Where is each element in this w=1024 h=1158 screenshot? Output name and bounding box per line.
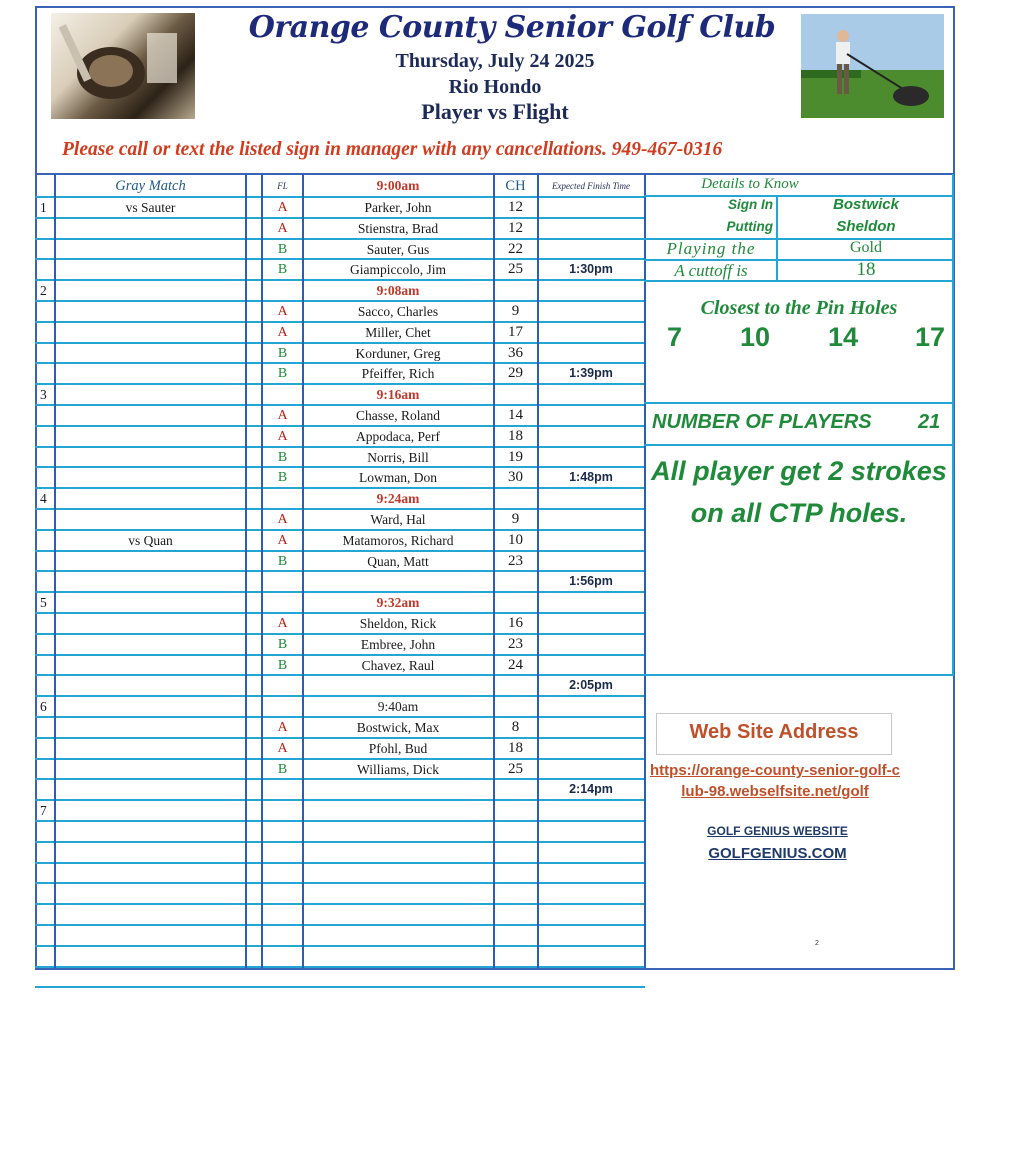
flight-cell <box>263 488 302 509</box>
player-name <box>303 946 493 967</box>
group-number <box>37 197 55 218</box>
expected-finish-time <box>538 842 644 863</box>
player-name: Chavez, Raul <box>361 658 435 673</box>
expected-finish-time <box>538 551 644 572</box>
expected-finish-time <box>538 405 644 426</box>
group-number: 2 <box>40 283 47 298</box>
web-site-address-label: Web Site Address <box>656 713 892 755</box>
player-name: Sauter, Gus <box>366 242 430 257</box>
course-handicap: 18 <box>508 428 523 444</box>
flight-cell: A <box>277 616 288 631</box>
putting-label: Putting <box>726 219 773 234</box>
golf-genius-link[interactable]: GOLFGENIUS.COM <box>708 845 847 862</box>
gray-match-opponent <box>56 426 245 447</box>
gray-match-opponent: vs Sauter <box>125 200 176 215</box>
group-number: 7 <box>40 803 47 818</box>
header-course-handicap: CH <box>505 178 526 194</box>
flight-cell: A <box>277 408 288 423</box>
gray-match-opponent <box>56 551 245 572</box>
flight-cell: A <box>277 221 288 236</box>
event-format: Player vs Flight <box>421 99 569 124</box>
player-name <box>303 779 493 800</box>
flight-cell: B <box>277 450 288 465</box>
gray-match-opponent: vs Quan <box>128 533 173 548</box>
ctp-hole: 10 <box>740 322 771 352</box>
event-date: Thursday, July 24 2025 <box>395 50 595 72</box>
gray-match-opponent <box>56 592 245 613</box>
ctp-title: Closest to the Pin Holes <box>700 297 898 319</box>
expected-finish-time <box>538 322 644 343</box>
expected-finish-time <box>538 696 644 717</box>
course-handicap: 19 <box>508 449 523 465</box>
gray-match-opponent <box>56 883 245 904</box>
player-name: Sheldon, Rick <box>359 616 437 631</box>
flight-cell: B <box>277 554 288 569</box>
details-title: Details to Know <box>701 176 799 192</box>
group-number <box>37 655 55 676</box>
gray-match-opponent <box>56 738 245 759</box>
details-divider <box>644 444 954 446</box>
gray-match-opponent <box>56 717 245 738</box>
expected-finish-time <box>538 239 644 260</box>
expected-finish-time <box>538 384 644 405</box>
flight-cell: A <box>277 200 288 215</box>
flight-cell: A <box>277 720 288 735</box>
sign-in-manager: Bostwick <box>833 196 899 213</box>
group-number <box>37 946 55 967</box>
course-handicap <box>494 696 537 717</box>
course-handicap: 25 <box>508 261 523 277</box>
player-name <box>303 571 493 592</box>
gray-match-opponent <box>56 239 245 260</box>
group-number <box>37 363 55 384</box>
group-number <box>37 530 55 551</box>
cancellation-notice: Please call or text the listed sign in manager with any cancellations. 949-467-0316 <box>62 139 723 160</box>
gray-match-opponent <box>56 343 245 364</box>
player-name: Bostwick, Max <box>356 720 440 735</box>
flight-cell <box>263 384 302 405</box>
group-number <box>37 717 55 738</box>
player-name: Miller, Chet <box>365 325 431 340</box>
group-number <box>37 218 55 239</box>
flight-cell: A <box>277 429 288 444</box>
flight-cell <box>263 592 302 613</box>
expected-finish-time <box>538 738 644 759</box>
gray-match-opponent <box>56 197 245 218</box>
tee-time: 9:16am <box>376 387 420 402</box>
course-handicap: 14 <box>508 407 523 423</box>
expected-finish-time <box>538 426 644 447</box>
playing-tees-label: Playing the <box>666 239 756 258</box>
course-handicap: 29 <box>508 365 523 381</box>
player-name <box>303 863 493 884</box>
details-divider <box>644 402 954 404</box>
flight-cell <box>263 696 302 717</box>
players-count-label: NUMBER OF PLAYERS <box>652 411 872 433</box>
course-handicap <box>494 925 537 946</box>
tee-time: 9:32am <box>376 595 420 610</box>
group-number <box>37 675 55 696</box>
flight-cell <box>263 675 302 696</box>
gray-match-opponent <box>56 904 245 925</box>
gray-match-opponent <box>56 696 245 717</box>
ctp-hole: 17 <box>915 322 946 352</box>
group-number <box>37 343 55 364</box>
tee-time: 9:40am <box>377 699 419 714</box>
gray-match-opponent <box>56 467 245 488</box>
flight-cell: A <box>277 325 288 340</box>
course-handicap: 8 <box>511 719 520 735</box>
flight-cell: B <box>277 242 288 257</box>
gray-match-opponent <box>56 509 245 530</box>
expected-finish-time: 1:30pm <box>569 262 613 276</box>
gray-match-opponent <box>56 384 245 405</box>
player-name: Matamoros, Richard <box>342 533 454 548</box>
expected-finish-time <box>538 613 644 634</box>
flight-cell <box>263 842 302 863</box>
sign-in-label: Sign In <box>728 197 773 212</box>
player-name: Embree, John <box>360 637 436 652</box>
player-name: Lowman, Don <box>359 470 437 485</box>
group-number <box>37 842 55 863</box>
gray-match-opponent <box>56 800 245 821</box>
group-number <box>37 259 55 280</box>
flight-cell: A <box>277 533 288 548</box>
course-handicap <box>494 488 537 509</box>
expected-finish-time: 2:14pm <box>569 782 613 796</box>
course-handicap <box>494 800 537 821</box>
course-handicap: 25 <box>508 761 523 777</box>
gray-match-opponent <box>56 759 245 780</box>
group-number <box>37 634 55 655</box>
cutoff-value: 18 <box>856 259 876 280</box>
tee-time: 9:24am <box>376 491 420 506</box>
page-number: 2 <box>815 940 819 947</box>
expected-finish-time: 1:39pm <box>569 366 613 380</box>
club-title: Orange County Senior Golf Club <box>248 10 776 45</box>
group-number <box>37 779 55 800</box>
gray-match-opponent <box>56 779 245 800</box>
player-name <box>303 842 493 863</box>
expected-finish-time <box>538 343 644 364</box>
gray-match-opponent <box>56 405 245 426</box>
expected-finish-time <box>538 488 644 509</box>
details-divider <box>644 674 954 676</box>
expected-finish-time <box>538 447 644 468</box>
expected-finish-time <box>538 280 644 301</box>
flight-cell: B <box>277 762 288 777</box>
group-number <box>37 821 55 842</box>
gray-match-opponent <box>56 363 245 384</box>
course-handicap <box>494 904 537 925</box>
gray-match-opponent <box>56 863 245 884</box>
flight-cell <box>263 280 302 301</box>
column-divider <box>644 174 646 968</box>
group-number: 4 <box>40 491 47 506</box>
gray-match-opponent <box>56 925 245 946</box>
course-handicap: 9 <box>511 303 520 319</box>
expected-finish-time: 1:56pm <box>569 574 613 588</box>
flight-cell: B <box>277 658 288 673</box>
ctp-hole: 7 <box>667 322 683 352</box>
expected-finish-time <box>538 821 644 842</box>
players-count: 21 <box>918 411 941 433</box>
ctp-strokes-note: All player get 2 strokes on all CTP holes. <box>651 456 947 528</box>
expected-finish-time <box>538 509 644 530</box>
flight-cell: B <box>277 262 288 277</box>
group-number <box>37 904 55 925</box>
header-flight: FL <box>277 181 288 191</box>
player-name <box>303 883 493 904</box>
course-handicap: 36 <box>508 345 523 361</box>
gray-match-opponent <box>56 280 245 301</box>
course-handicap <box>494 592 537 613</box>
player-name <box>303 675 493 696</box>
player-name: Chasse, Roland <box>356 408 440 423</box>
expected-finish-time <box>538 634 644 655</box>
header-gray-match: Gray Match <box>115 178 186 194</box>
course-name: Rio Hondo <box>448 76 542 98</box>
flight-cell <box>263 863 302 884</box>
group-number <box>37 571 55 592</box>
expected-finish-time <box>538 759 644 780</box>
player-name: Norris, Bill <box>367 450 429 465</box>
flight-cell <box>263 904 302 925</box>
flight-cell: A <box>277 512 288 527</box>
gray-match-opponent <box>56 634 245 655</box>
golf-genius-label: GOLF GENIUS WEBSITE <box>707 824 848 838</box>
expected-finish-time <box>538 800 644 821</box>
cutoff-label: A cuttoff is <box>674 261 748 280</box>
course-handicap: 23 <box>508 553 523 569</box>
group-number: 3 <box>40 387 47 402</box>
player-name: Appodaca, Perf <box>356 429 440 444</box>
course-handicap: 22 <box>508 241 523 257</box>
course-handicap <box>494 821 537 842</box>
flight-cell <box>263 946 302 967</box>
gray-match-opponent <box>56 488 245 509</box>
course-handicap: 17 <box>508 324 523 340</box>
player-name <box>303 925 493 946</box>
expected-finish-time <box>538 301 644 322</box>
course-handicap <box>494 842 537 863</box>
player-name <box>303 904 493 925</box>
player-name: Quan, Matt <box>367 554 429 569</box>
group-number <box>37 467 55 488</box>
flight-cell <box>263 571 302 592</box>
player-name: Pfohl, Bud <box>368 741 428 756</box>
group-number <box>37 322 55 343</box>
group-number <box>37 239 55 260</box>
player-name: Williams, Dick <box>357 762 439 777</box>
group-number: 6 <box>40 699 47 714</box>
ctp-hole: 14 <box>828 322 859 352</box>
row-divider <box>35 986 645 988</box>
flight-cell <box>263 800 302 821</box>
course-handicap <box>494 280 537 301</box>
flight-cell <box>263 779 302 800</box>
group-number: 1 <box>40 200 47 215</box>
group-number <box>37 551 55 572</box>
expected-finish-time <box>538 946 644 967</box>
flight-cell: B <box>277 366 288 381</box>
gray-match-opponent <box>56 259 245 280</box>
player-name <box>303 800 493 821</box>
putting-manager: Sheldon <box>836 218 896 235</box>
table-top-rule <box>35 173 955 175</box>
group-number: 5 <box>40 595 47 610</box>
course-handicap: 9 <box>511 511 520 527</box>
player-name: Sacco, Charles <box>357 304 439 319</box>
expected-finish-time <box>538 925 644 946</box>
header-expected-finish: Expected Finish Time <box>552 181 630 191</box>
course-handicap <box>494 883 537 904</box>
course-handicap: 24 <box>508 657 523 673</box>
player-name: Korduner, Greg <box>355 346 441 361</box>
expected-finish-time <box>538 197 644 218</box>
course-handicap: 10 <box>508 532 523 548</box>
player-name: Giampiccolo, Jim <box>350 262 446 277</box>
group-number <box>37 613 55 634</box>
club-website-link[interactable]: https://orange-county-senior-golf-club-98.webselfsite.net/golf <box>650 762 900 800</box>
course-handicap: 16 <box>508 615 523 631</box>
gray-match-opponent <box>56 613 245 634</box>
expected-finish-time <box>538 530 644 551</box>
course-handicap <box>494 675 537 696</box>
gray-match-opponent <box>56 571 245 592</box>
player-name: Parker, John <box>364 200 432 215</box>
gray-match-opponent <box>56 218 245 239</box>
tees-value: Gold <box>850 239 882 256</box>
player-name: Stienstra, Brad <box>357 221 439 236</box>
expected-finish-time: 1:48pm <box>569 470 613 484</box>
group-number <box>37 863 55 884</box>
flight-cell <box>263 925 302 946</box>
gray-match-opponent <box>56 301 245 322</box>
tee-time: 9:08am <box>376 283 420 298</box>
course-handicap <box>494 946 537 967</box>
gray-match-opponent <box>56 322 245 343</box>
expected-finish-time <box>538 218 644 239</box>
course-handicap <box>494 779 537 800</box>
group-number <box>37 447 55 468</box>
group-number <box>37 738 55 759</box>
expected-finish-time <box>538 863 644 884</box>
gray-match-opponent <box>56 655 245 676</box>
header-tee-time: 9:00am <box>376 178 420 193</box>
course-handicap: 23 <box>508 636 523 652</box>
expected-finish-time <box>538 717 644 738</box>
group-number <box>37 883 55 904</box>
player-name: Pfeiffer, Rich <box>361 366 435 381</box>
course-handicap <box>494 863 537 884</box>
gray-match-opponent <box>56 821 245 842</box>
group-number <box>37 426 55 447</box>
course-handicap <box>494 384 537 405</box>
group-number <box>37 925 55 946</box>
flight-cell: A <box>277 741 288 756</box>
gray-match-opponent <box>56 842 245 863</box>
flight-cell: A <box>277 304 288 319</box>
flight-cell <box>263 821 302 842</box>
flight-cell <box>263 883 302 904</box>
gray-match-opponent <box>56 946 245 967</box>
player-name: Ward, Hal <box>370 512 426 527</box>
group-number <box>37 759 55 780</box>
group-number <box>37 301 55 322</box>
group-number <box>37 509 55 530</box>
expected-finish-time <box>538 904 644 925</box>
player-name <box>303 821 493 842</box>
expected-finish-time <box>538 883 644 904</box>
gray-match-opponent <box>56 675 245 696</box>
course-handicap: 12 <box>508 199 523 215</box>
course-handicap: 30 <box>508 469 523 485</box>
flight-cell: B <box>277 470 288 485</box>
column-divider <box>245 174 247 968</box>
course-handicap: 18 <box>508 740 523 756</box>
expected-finish-time <box>538 592 644 613</box>
flight-cell: B <box>277 637 288 652</box>
expected-finish-time <box>538 655 644 676</box>
course-handicap: 12 <box>508 220 523 236</box>
flight-cell: B <box>277 346 288 361</box>
group-number <box>37 405 55 426</box>
course-handicap <box>494 571 537 592</box>
gray-match-opponent <box>56 447 245 468</box>
expected-finish-time: 2:05pm <box>569 678 613 692</box>
